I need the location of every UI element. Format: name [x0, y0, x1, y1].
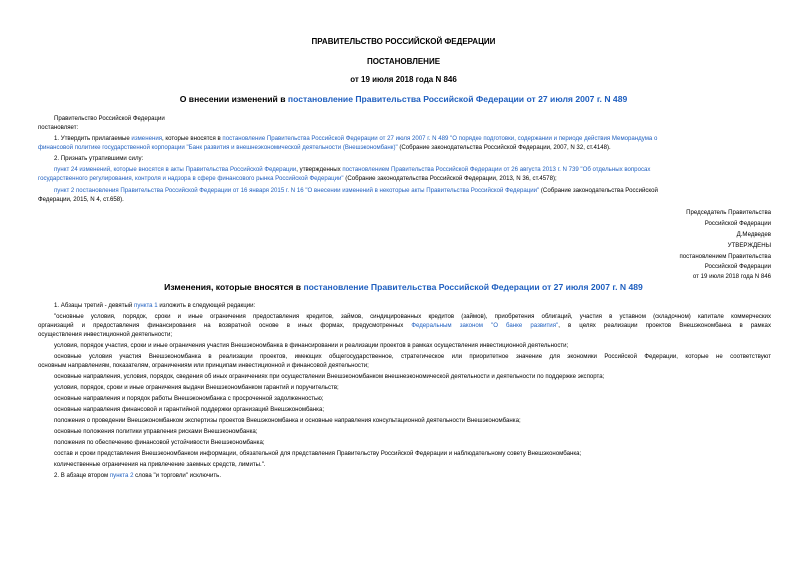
- changes-title: [0, 282, 807, 292]
- quote-line-5: основные условия участия Внешэкономбанка в реализации проектов, имеющих общегосударственное, стратегическое или приоритетное значение для экономики Российской Федерации, которые не соответствуют: [54, 353, 771, 360]
- changes-link[interactable]: изменения: [131, 135, 163, 142]
- item-24-link[interactable]: пункт 24 изменений, которые вносятся в акты Правительства Российской Федерации: [54, 166, 297, 173]
- p1-text-c: , которые вносятся в: [162, 135, 223, 142]
- p1-text-a: 1. Утвердить прилагаемые: [54, 135, 132, 142]
- c2-text-c: слова "и торговли" исключить.: [133, 472, 222, 479]
- p1-text-f: (Собрание законодательства Российской Федерации, 2007, N 32, ст.4148).: [397, 144, 611, 151]
- quote-line-14: состав и сроки представления Внешэкономбанком информации, обязательной для представления Правительству Российской Федерации и наблюдательному совету Внешэкономбанка;: [54, 450, 582, 457]
- change-2: [54, 472, 221, 480]
- document-type: ПОСТАНОВЛЕНИЕ: [366, 57, 441, 66]
- resolution-489-link[interactable]: постановление Правительства Российской Федерации от 27 июля 2007 г. N 489 "О порядке подготовки, содержании и периоде действия Меморандума о: [222, 135, 658, 142]
- paragraph-2-line-1: [54, 166, 650, 174]
- quote-line-10: основные направления финансовой и гарантийной поддержки организаций Внешэкономбанка;: [54, 406, 325, 413]
- paragraph-2-line-4: Федерации, 2015, N 4, ст.658).: [38, 196, 124, 203]
- resolution-489-link-cont[interactable]: финансовой политике государственной корпорации "Банк развития и внешнеэкономической деятельности (Внешэкономбанк)": [38, 144, 398, 151]
- quote-line-15: количественные ограничения на привлечение заемных средств, лимиты.".: [54, 461, 266, 468]
- item-2-link[interactable]: пункта 2: [109, 472, 134, 479]
- signature-name: Д.Медведев: [736, 231, 771, 238]
- paragraph-1-line-1: [54, 135, 657, 143]
- p2-text-e: (Собрание законодательства Российской Федерации, 2013, N 36, ст.4578);: [343, 175, 557, 182]
- quote-line-4: условия, порядок участия, сроки и иные ограничения участия Внешэкономбанка в финансировании и реализации проектов в рамках осуществления инвестиционной деятельности;: [54, 342, 569, 349]
- resolution-16-link[interactable]: пункт 2 постановления Правительства Российской Федерации от 16 января 2015 г. N 16 "О внесении изменений в некоторые акты Правительства Российской Федерации": [54, 187, 540, 194]
- paragraph-2-title: 2. Признать утратившими силу:: [54, 155, 144, 162]
- q2-text-a: организаций и предоставления финансирования на возвратной основе в иных формах, предусмотренных: [38, 322, 412, 329]
- resolution-739-link[interactable]: постановлением Правительства Российской Федерации от 26 августа 2013 г. N 739 "Об отдельных вопросах: [342, 166, 651, 173]
- intro-government: Правительство Российской Федерации: [54, 115, 165, 122]
- approved-country: Российской Федерации: [704, 263, 771, 270]
- quote-line-9: основные направления и порядок работы Внешэкономбанка с просроченной задолженностью;: [54, 395, 324, 402]
- changes-title-link[interactable]: постановление Правительства Российской Федерации от 27 июля 2007 г. N 489: [303, 282, 643, 292]
- document-date-number: от 19 июля 2018 года N 846: [350, 75, 457, 84]
- quote-line-1: "основные условия, порядок, сроки и иные ограничения предоставления кредитов, займов, синдицированных кредитов (займов), приобретения облигаций, участия в уставном (складочном) капитале коммерческих: [54, 313, 771, 320]
- signature-title: Председатель Правительства: [686, 209, 771, 216]
- quote-line-13: положения по обеспечению финансовой устойчивости Внешэкономбанка;: [54, 439, 265, 446]
- item-1-link[interactable]: пункта 1: [134, 302, 158, 309]
- quote-line-8: условия, порядок, сроки и иные ограничения выдачи Внешэкономбанком гарантий и поручительств;: [54, 384, 339, 391]
- signature-country: Российской Федерации: [704, 220, 771, 227]
- quote-line-12: основные положения политики управления рисками Внешэкономбанка;: [54, 428, 258, 435]
- intro-resolves: постановляет:: [38, 124, 79, 131]
- quote-line-6: основным направлениям, показателям, ограничениям или принципам инвестиционной и финансовой деятельности;: [38, 362, 369, 369]
- approved-date: от 19 июля 2018 года N 846: [692, 273, 771, 280]
- quote-line-3: осуществления инвестиционной деятельности;: [38, 331, 173, 338]
- quote-line-7: основные направления, условия, порядок, сведения об иных ограничениях при осуществлении Внешэкономбанком внешнеэкономической деятельности и деятельности по поддержке экспорта;: [54, 373, 605, 380]
- government-heading: ПРАВИТЕЛЬСТВО РОССИЙСКОЙ ФЕДЕРАЦИИ: [311, 37, 496, 46]
- paragraph-1-line-2: [38, 144, 611, 152]
- federal-law-link[interactable]: Федеральным законом "О банке развития": [411, 322, 559, 329]
- p2-text-g: (Собрание законодательства Российской: [539, 187, 658, 194]
- approved-heading: УТВЕРЖДЕНЫ: [727, 242, 771, 249]
- approved-by: постановлением Правительства: [679, 253, 771, 260]
- p2-text-b: , утвержденных: [296, 166, 343, 173]
- change-1-intro: [54, 302, 255, 310]
- document-title-link[interactable]: постановление Правительства Российской Федерации от 27 июля 2007 г. N 489: [287, 94, 628, 104]
- document-title: [0, 94, 807, 104]
- quote-line-11: положения о проведении Внешэкономбанком экспертизы проектов Внешэкономбанка и основные направления консультационной деятельности Внешэкономбанка;: [54, 417, 521, 424]
- resolution-739-link-cont[interactable]: государственного регулирования, контроля и надзора в сфере финансового рынка Российской Федерации": [38, 175, 344, 182]
- paragraph-2-line-2: [38, 175, 557, 183]
- c2-text-a: 2. В абзаце втором: [54, 472, 110, 479]
- q2-text-c: , в целях реализации проектов Внешэкономбанка в рамках: [558, 322, 771, 329]
- paragraph-2-line-3: [54, 187, 658, 195]
- c1-text-a: 1. Абзацы третий - девятый: [54, 302, 135, 309]
- c1-text-c: изложить в следующей редакции:: [157, 302, 256, 309]
- changes-title-prefix: Изменения, которые вносятся в: [164, 282, 304, 292]
- document-title-prefix: О внесении изменений в: [179, 94, 288, 104]
- quote-line-2: [38, 322, 771, 330]
